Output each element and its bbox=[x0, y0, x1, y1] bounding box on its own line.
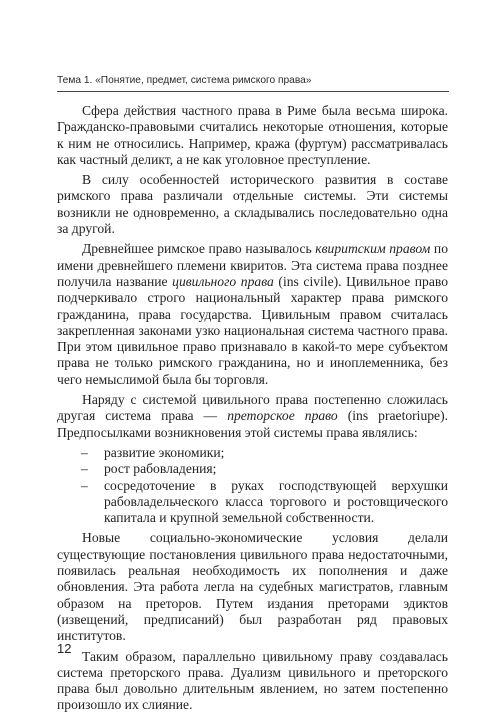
paragraph-2: В силу особенностей исторического развития в составе римского права различали отдельные системы. Эти системы возникли не одновременно, а складывались последовательно одна за другой. bbox=[57, 172, 448, 237]
list-item bbox=[57, 461, 448, 477]
page-body bbox=[57, 103, 448, 718]
paragraph-3-text-b: по имени древнейшего племени квиритов. Эта система права позднее получила название bbox=[57, 241, 448, 289]
paragraph-3-text-c: (ins civile). Цивильное право подчеркивало строго национальный характер права римского гражданина, права государства. Цивильным правом считалась закрепленная законами узко национальная система частного права. При этом цивильное право признавало в какой-то мере субъектом права не только римского гражданина, но и иноплеменника, без чего немыслимой была бы торговля. bbox=[57, 273, 449, 387]
list-item bbox=[57, 445, 448, 461]
running-head: Тема 1. «Понятие, предмет, система римского права» bbox=[57, 75, 312, 86]
list-item bbox=[57, 478, 448, 527]
header-rule bbox=[57, 91, 449, 92]
paragraph-1: Сфера действия частного права в Риме была весьма широка. Гражданско-правовыми считались некоторые отношения, которые к ним не относились. Например, кража (фуртум) рассматривалась как частный деликт, а не как уголовное преступление. bbox=[57, 103, 448, 167]
dash-bullet: – bbox=[81, 461, 88, 477]
list-item-text: сосредоточение в руках господствующей верхушки рабовладельческого класса торгового и ростовщического капитала и крупной земельной собственности. bbox=[104, 477, 448, 526]
page-number: 12 bbox=[57, 641, 72, 656]
dash-bullet: – bbox=[81, 477, 88, 493]
term-civil-law: цивильного права bbox=[172, 273, 274, 289]
paragraph-3 bbox=[57, 241, 448, 388]
term-praetorian-law: преторское право bbox=[227, 408, 338, 424]
paragraph-3-text-a: Древнейшее римское право называлось bbox=[82, 241, 316, 257]
paragraph-4-text-b: (ins praetoriupe). Предпосылками возникновения этой системы права являлись: bbox=[57, 408, 448, 440]
paragraph-4 bbox=[57, 392, 448, 441]
paragraph-4-text-a: Наряду с системой цивильного права постепенно сложилась другая система права — bbox=[57, 392, 448, 424]
term-quiritary-law: квиритским правом bbox=[315, 241, 431, 257]
list-item-text: рост рабовладения; bbox=[104, 461, 217, 477]
dash-bullet: – bbox=[81, 444, 88, 460]
list-item-text: развитие экономики; bbox=[104, 444, 225, 460]
preconditions-list bbox=[57, 445, 448, 526]
paragraph-6: Таким образом, параллельно цивильному праву создавалась система преторского права. Дуализм цивильного и преторского права был довольно длительным явлением, но затем постепенно произошло их слияние. bbox=[57, 648, 448, 713]
paragraph-5: Новые социально-экономические условия делали существующие постановления цивильного права недостаточными, появилась реальная необходимость их пополнения и даже обновления. Эта работа легла на судебных магистратов, главным образом на преторов. Путем издания преторами эдиктов (извещений, предписаний) был разработан ряд правовых институтов. bbox=[57, 530, 448, 644]
